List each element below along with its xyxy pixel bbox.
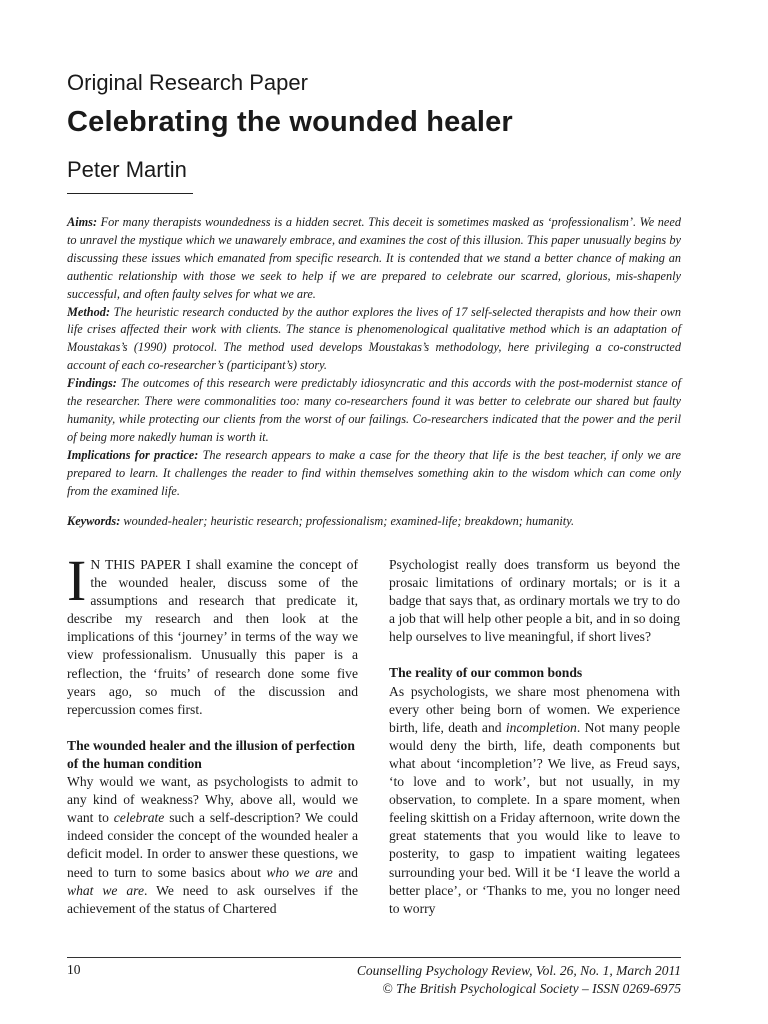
body-paragraph: As psychologists, we share most phenomena with every other being born of women. We experience birth, life, death and incompletion. Not many people would deny the birth, life, death components but what about ‘incompletion’? We live, as Freud says, ‘to love and to work’, but not usually, in my observation, to complete. In a spare moment, when feeling skittish on a Friday afternoon, write down the great statements that you would like to leave to posterity, to gasp to impatient waiting legatees surrounding your bed. Will it be ‘I leave the world a better place’, or ‘Thanks to me, you no longer need to worry: [389, 683, 680, 916]
abstract-implications: Implications for practice: The research appears to make a case for the theory that life is the best teacher, if only we are prepared to learn. It challenges the reader to find within themselves something akin to the wisdom which can come only from the examined life.: [67, 447, 681, 498]
body-column-right: [389, 556, 680, 918]
paper-title: Celebrating the wounded healer: [67, 106, 513, 138]
author-divider: [67, 193, 193, 194]
body-paragraph: Psychologist really does transform us beyond the prosaic limitations of ordinary mortals; or is it a badge that says that, as ordinary mortals we try to do a job that will help other people a bit, and in so doing help ourselves to live meaningful, if short lives?: [389, 557, 680, 645]
article-type-label: Original Research Paper: [67, 70, 308, 95]
citation-line: Counselling Psychology Review, Vol. 26, No. 1, March 2011: [356, 963, 681, 978]
keywords: Keywords: wounded-healer; heuristic research; professionalism; examined-life; breakdown; humanity.: [67, 514, 575, 528]
footer-divider: [67, 957, 681, 958]
copyright-line: © The British Psychological Society – ISSN 0269-6975: [382, 981, 681, 996]
body-column-left: [67, 548, 359, 918]
abstract-findings: Findings: The outcomes of this research were predictably idiosyncratic and this accords with the post-modernist stance of the researcher. There were commonalities too: many co-researchers found it was better to celebrate our shared but faulty humanity, while protecting our clients from the worst of our failings. Co-researchers indicated that the power and the peril of being more nakedly human is worth it.: [67, 376, 681, 444]
section-heading-wounded-healer: The wounded healer and the illusion of perfection of the human condition: [67, 737, 355, 771]
journal-citation: [357, 962, 681, 998]
body-paragraph: Why would we want, as psychologists to admit to any kind of weakness? Why, above all, would we want to celebrate such a self-description? We could indeed consider the concept of the wounded healer a deficit model. In order to answer these questions, we need to turn to some basics about who we are and what we are. We need to ask ourselves if the achievement of the status of Chartered: [67, 774, 359, 916]
abstract: [67, 214, 681, 501]
page-number: 10: [67, 962, 81, 977]
intro-paragraph: I N THIS PAPER I shall examine the concept of the wounded healer, discuss some of the assumptions and research that predicate it, describe my research and then look at the implications of this ‘journey’ in terms of the way we view professionalism. Unusually this paper is a reflection, the ‘fruits’ of research done some five years ago, so much of the discussion and repercussion comes first.: [67, 548, 358, 717]
abstract-aims: Aims: For many therapists woundedness is a hidden secret. This deceit is sometimes masked as ‘professionalism’. We need to unravel the mystique which we unawarely embrace, and examines the cost of this illusion. This paper unusually begins by discussing these issues which emanated from specific research. It is contended that we stand a better chance of making an authentic relationship with those we seek to help if we are prepared to celebrate our scarred, glorious, mis-shapenly successful, and often faulty selves for what we are.: [67, 215, 681, 301]
author-name: Peter Martin: [67, 157, 187, 182]
abstract-method: Method: The heuristic research conducted by the author explores the lives of 17 self-selected therapists and how their own life crises affected their work with clients. The stance is phenomenological qualitative method which is an adaptation of Moustakas’s (1990) protocol. The method used develops Moustakas’s methodology, here privileging a co-constructed account of each co-researcher’s (participant’s) story.: [67, 304, 681, 373]
section-heading-common-bonds: The reality of our common bonds: [389, 665, 583, 681]
drop-cap: I: [67, 548, 87, 613]
